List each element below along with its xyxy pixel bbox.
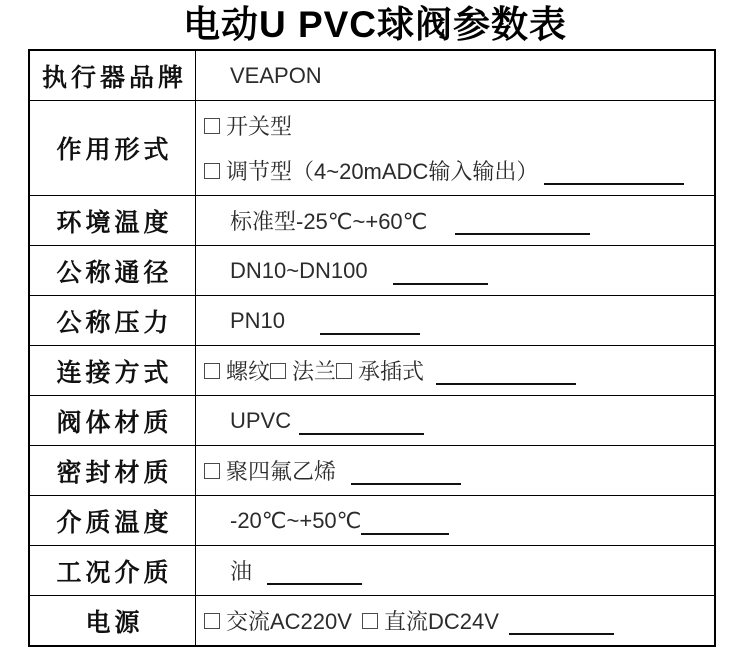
checkbox-icon[interactable]	[204, 118, 220, 134]
table-row	[30, 295, 714, 345]
row-value	[196, 296, 714, 345]
fill-in-blank	[299, 409, 424, 435]
fill-in-blank	[393, 259, 488, 285]
fill-in-blank	[455, 209, 590, 235]
checkbox-icon[interactable]	[204, 613, 220, 629]
row-label: 介质温度	[30, 496, 196, 545]
value-text: 螺纹	[226, 359, 271, 384]
row-value	[196, 246, 714, 295]
value-line	[204, 548, 706, 593]
row-value	[196, 546, 714, 595]
value-text: DN10~DN100	[230, 257, 368, 283]
value-text: 交流AC220V	[226, 609, 352, 634]
value-text: VEAPON	[230, 62, 322, 88]
checkbox-icon[interactable]	[362, 613, 378, 629]
page-title: 电动U PVC球阀参数表	[182, 4, 568, 45]
fill-in-blank	[361, 509, 449, 535]
row-label: 作用形式	[30, 101, 196, 195]
row-label: 公称压力	[30, 296, 196, 345]
checkbox-icon[interactable]	[270, 363, 286, 379]
row-value	[196, 346, 714, 395]
table-row	[30, 495, 714, 545]
parameters-table	[28, 49, 716, 647]
value-text: 开关型	[226, 114, 293, 139]
checkbox-icon[interactable]	[336, 363, 352, 379]
value-line	[204, 148, 706, 193]
value-text: 直流DC24V	[383, 609, 499, 634]
value-text: UPVC	[230, 407, 292, 433]
fill-in-blank	[267, 559, 362, 585]
fill-in-blank	[509, 609, 614, 635]
table-row	[30, 195, 714, 245]
row-value	[196, 101, 714, 195]
checkbox-icon[interactable]	[204, 463, 220, 479]
fill-in-blank	[436, 359, 576, 385]
value-line	[204, 298, 706, 343]
checkbox-icon[interactable]	[204, 363, 220, 379]
table-row	[30, 445, 714, 495]
table-row	[30, 245, 714, 295]
row-label: 公称通径	[30, 246, 196, 295]
checkbox-icon[interactable]	[204, 163, 220, 179]
table-row	[30, 100, 714, 195]
row-value	[196, 51, 714, 100]
row-label: 连接方式	[30, 346, 196, 395]
row-label: 执行器品牌	[30, 51, 196, 100]
value-line	[204, 398, 706, 443]
row-label: 环境温度	[30, 196, 196, 245]
value-text: 法兰	[292, 359, 337, 384]
value-text: 油	[230, 559, 253, 584]
fill-in-blank	[320, 309, 420, 335]
row-label: 阀体材质	[30, 396, 196, 445]
value-text: -20℃~+50℃	[230, 507, 362, 533]
table-row	[30, 51, 714, 100]
value-line	[204, 348, 706, 393]
row-label: 密封材质	[30, 446, 196, 495]
value-line	[204, 448, 706, 493]
value-line	[204, 498, 706, 543]
value-text: 聚四氟乙烯	[226, 459, 337, 484]
value-line	[204, 198, 706, 243]
row-label: 电源	[30, 596, 196, 645]
table-row	[30, 345, 714, 395]
value-line	[204, 248, 706, 293]
fill-in-blank	[544, 159, 684, 185]
value-line	[204, 598, 706, 643]
value-text: 调节型（4~20mADC输入输出）	[226, 159, 539, 184]
row-value	[196, 446, 714, 495]
row-value	[196, 196, 714, 245]
row-value	[196, 396, 714, 445]
value-text: 承插式	[358, 359, 425, 384]
row-label: 工况介质	[30, 546, 196, 595]
value-text: 标准型-25℃~+60℃	[230, 209, 428, 234]
table-row	[30, 395, 714, 445]
row-value	[196, 596, 714, 645]
table-row	[30, 595, 714, 645]
table-row	[30, 545, 714, 595]
fill-in-blank	[351, 459, 461, 485]
value-line	[204, 53, 706, 98]
row-value	[196, 496, 714, 545]
value-text: PN10	[230, 307, 286, 333]
value-line	[204, 103, 706, 148]
